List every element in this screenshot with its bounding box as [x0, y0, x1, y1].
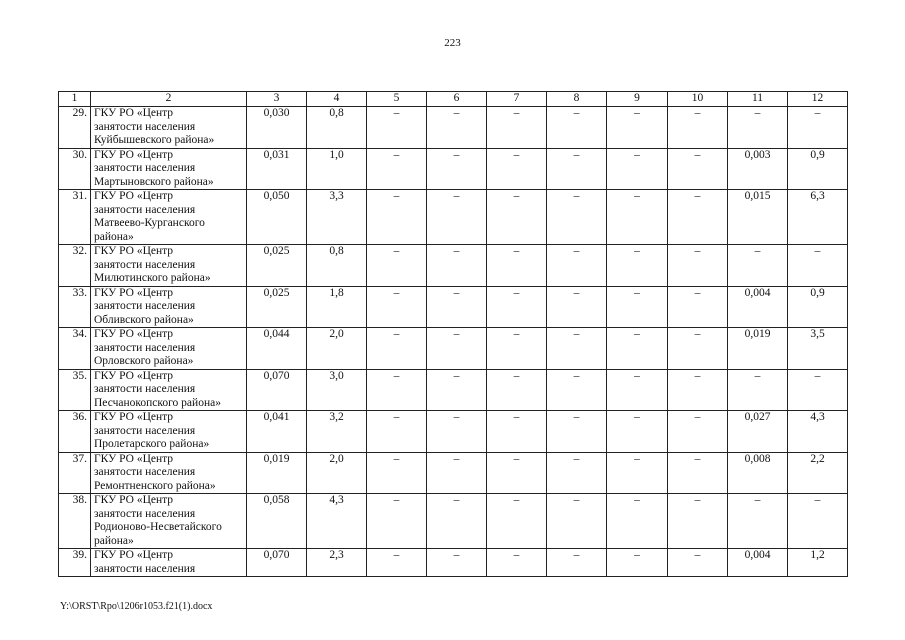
- organization-name-line: Родионово-Несветайского: [94, 521, 222, 533]
- value-cell: –: [487, 369, 547, 411]
- value-cell: 0,004: [728, 286, 788, 328]
- row-number: 35.: [59, 369, 91, 411]
- value-cell: –: [607, 411, 668, 453]
- value-cell: –: [487, 148, 547, 190]
- value-cell: –: [607, 190, 668, 245]
- organization-name: [91, 411, 247, 453]
- organization-name-line: Милютинского района»: [94, 272, 211, 284]
- value-cell: 0,9: [788, 148, 848, 190]
- value-cell: –: [668, 549, 728, 577]
- value-cell: –: [487, 411, 547, 453]
- value-cell: –: [547, 369, 607, 411]
- table-row: [59, 452, 848, 494]
- value-cell: –: [668, 494, 728, 549]
- value-cell: –: [487, 549, 547, 577]
- organization-name: [91, 452, 247, 494]
- organization-name-line: ГКУ РО «Центр: [94, 369, 174, 382]
- organization-name: [91, 190, 247, 245]
- value-cell: –: [607, 245, 668, 287]
- value-cell: 0,025: [247, 286, 307, 328]
- value-cell: –: [547, 148, 607, 190]
- row-number: 39.: [59, 549, 91, 577]
- value-cell: –: [427, 494, 487, 549]
- row-number: 31.: [59, 190, 91, 245]
- value-cell: –: [788, 107, 848, 149]
- value-cell: –: [607, 549, 668, 577]
- value-cell: –: [427, 148, 487, 190]
- value-cell: –: [547, 286, 607, 328]
- table-row: [59, 411, 848, 453]
- value-cell: 4,3: [788, 411, 848, 453]
- value-cell: –: [668, 452, 728, 494]
- table-row: [59, 286, 848, 328]
- value-cell: –: [668, 369, 728, 411]
- organization-name-line: Песчанокопского района»: [94, 396, 221, 409]
- value-cell: –: [427, 549, 487, 577]
- value-cell: 3,2: [307, 411, 367, 453]
- organization-name-line: занятости населения: [94, 162, 196, 174]
- value-cell: 6,3: [788, 190, 848, 245]
- value-cell: 3,3: [307, 190, 367, 245]
- value-cell: 0,027: [728, 411, 788, 453]
- page-number: 223: [444, 37, 461, 49]
- value-cell: 4,3: [307, 494, 367, 549]
- row-number: 38.: [59, 494, 91, 549]
- value-cell: –: [547, 411, 607, 453]
- table-row: [59, 549, 848, 577]
- value-cell: –: [607, 494, 668, 549]
- organization-name-line: занятости населения: [94, 383, 196, 395]
- value-cell: –: [788, 369, 848, 411]
- value-cell: 0,031: [247, 148, 307, 190]
- value-cell: 0,070: [247, 369, 307, 411]
- value-cell: 0,025: [247, 245, 307, 287]
- value-cell: –: [367, 148, 427, 190]
- value-cell: 2,3: [307, 549, 367, 577]
- organization-name-line: Матвеево-Курганского: [94, 217, 205, 229]
- value-cell: –: [607, 107, 668, 149]
- organization-name-line: занятости населения: [94, 507, 196, 520]
- value-cell: –: [427, 286, 487, 328]
- column-header: 4: [307, 92, 367, 107]
- value-cell: –: [367, 107, 427, 149]
- table-row: [59, 369, 848, 411]
- table-row: [59, 328, 848, 370]
- value-cell: –: [607, 286, 668, 328]
- organization-name-line: Ремонтненского района»: [94, 479, 216, 492]
- value-cell: –: [367, 328, 427, 370]
- organization-name-line: Обливского района»: [94, 313, 194, 326]
- organization-name-line: района»: [94, 230, 134, 243]
- value-cell: 0,9: [788, 286, 848, 328]
- value-cell: 0,008: [728, 452, 788, 494]
- row-number: 36.: [59, 411, 91, 453]
- organization-name-line: занятости населения: [94, 120, 196, 133]
- value-cell: –: [367, 245, 427, 287]
- column-header: 2: [91, 92, 247, 107]
- value-cell: 2,2: [788, 452, 848, 494]
- value-cell: –: [427, 107, 487, 149]
- row-number: 34.: [59, 328, 91, 370]
- value-cell: 0,070: [247, 549, 307, 577]
- value-cell: 0,8: [307, 245, 367, 287]
- row-number: 29.: [59, 107, 91, 149]
- value-cell: –: [547, 452, 607, 494]
- row-number: 37.: [59, 452, 91, 494]
- value-cell: –: [427, 411, 487, 453]
- organization-name-line: занятости населения: [94, 258, 196, 271]
- value-cell: –: [547, 549, 607, 577]
- organization-name: [91, 286, 247, 328]
- value-cell: 2,0: [307, 452, 367, 494]
- value-cell: –: [487, 190, 547, 245]
- organization-name-line: ГКУ РО «Центр: [94, 452, 174, 465]
- organization-name-line: занятости населения: [94, 341, 196, 354]
- organization-name: [91, 494, 247, 549]
- value-cell: –: [728, 245, 788, 287]
- row-number: 33.: [59, 286, 91, 328]
- value-cell: –: [547, 190, 607, 245]
- organization-name-line: ГКУ РО «Центр: [94, 549, 174, 561]
- value-cell: 0,003: [728, 148, 788, 190]
- value-cell: –: [367, 190, 427, 245]
- value-cell: –: [668, 286, 728, 328]
- value-cell: 1,8: [307, 286, 367, 328]
- table-body: [59, 107, 848, 577]
- value-cell: –: [427, 452, 487, 494]
- column-header: 11: [728, 92, 788, 107]
- value-cell: 3,5: [788, 328, 848, 370]
- organization-name-line: занятости населения: [94, 466, 196, 478]
- organization-name-line: ГКУ РО «Центр: [94, 245, 174, 257]
- organization-name: [91, 369, 247, 411]
- column-header: 3: [247, 92, 307, 107]
- value-cell: –: [728, 494, 788, 549]
- header-row: [59, 92, 848, 107]
- data-table: [58, 91, 848, 577]
- row-number: 30.: [59, 148, 91, 190]
- value-cell: 0,041: [247, 411, 307, 453]
- organization-name-line: Орловского района»: [94, 355, 194, 367]
- value-cell: –: [668, 245, 728, 287]
- value-cell: 1,2: [788, 549, 848, 577]
- value-cell: 0,019: [247, 452, 307, 494]
- value-cell: –: [607, 452, 668, 494]
- organization-name-line: ГКУ РО «Центр: [94, 107, 174, 119]
- organization-name: [91, 107, 247, 149]
- column-header: 12: [788, 92, 848, 107]
- value-cell: 2,0: [307, 328, 367, 370]
- value-cell: –: [487, 286, 547, 328]
- organization-name: [91, 148, 247, 190]
- organization-name: [91, 549, 247, 577]
- value-cell: –: [427, 245, 487, 287]
- value-cell: –: [367, 369, 427, 411]
- value-cell: 0,004: [728, 549, 788, 577]
- value-cell: –: [668, 190, 728, 245]
- row-number: 32.: [59, 245, 91, 287]
- column-header: 10: [668, 92, 728, 107]
- value-cell: –: [607, 369, 668, 411]
- organization-name-line: ГКУ РО «Центр: [94, 328, 174, 340]
- organization-name-line: занятости населения: [94, 300, 196, 312]
- value-cell: 0,8: [307, 107, 367, 149]
- value-cell: –: [367, 411, 427, 453]
- value-cell: –: [728, 107, 788, 149]
- organization-name-line: ГКУ РО «Центр: [94, 148, 174, 161]
- value-cell: –: [668, 107, 728, 149]
- organization-name-line: ГКУ РО «Центр: [94, 411, 174, 423]
- column-header: 8: [547, 92, 607, 107]
- value-cell: –: [547, 245, 607, 287]
- value-cell: 3,0: [307, 369, 367, 411]
- organization-name: [91, 328, 247, 370]
- organization-name: [91, 245, 247, 287]
- organization-name-line: занятости населения: [94, 562, 196, 575]
- organization-name-line: Пролетарского района»: [94, 438, 210, 450]
- value-cell: –: [547, 107, 607, 149]
- value-cell: –: [367, 452, 427, 494]
- value-cell: 0,050: [247, 190, 307, 245]
- value-cell: –: [607, 148, 668, 190]
- value-cell: 1,0: [307, 148, 367, 190]
- value-cell: –: [367, 286, 427, 328]
- column-header: 5: [367, 92, 427, 107]
- column-header: 9: [607, 92, 668, 107]
- value-cell: –: [668, 411, 728, 453]
- value-cell: –: [547, 494, 607, 549]
- value-cell: –: [668, 148, 728, 190]
- table-row: [59, 190, 848, 245]
- table-row: [59, 107, 848, 149]
- organization-name-line: занятости населения: [94, 424, 196, 437]
- value-cell: –: [788, 245, 848, 287]
- value-cell: –: [427, 369, 487, 411]
- file-path-footer: Y:\ORST\Rpo\1206r1053.f21(1).docx: [60, 601, 213, 612]
- value-cell: 0,058: [247, 494, 307, 549]
- table-row: [59, 494, 848, 549]
- column-header: 7: [487, 92, 547, 107]
- value-cell: –: [487, 494, 547, 549]
- value-cell: –: [487, 107, 547, 149]
- value-cell: –: [427, 328, 487, 370]
- value-cell: 0,015: [728, 190, 788, 245]
- value-cell: 0,019: [728, 328, 788, 370]
- value-cell: –: [607, 328, 668, 370]
- organization-name-line: занятости населения: [94, 203, 196, 216]
- organization-name-line: ГКУ РО «Центр: [94, 190, 174, 202]
- value-cell: –: [367, 494, 427, 549]
- value-cell: –: [487, 245, 547, 287]
- value-cell: –: [367, 549, 427, 577]
- column-header: 1: [59, 92, 91, 107]
- table-row: [59, 148, 848, 190]
- value-cell: –: [427, 190, 487, 245]
- organization-name-line: района»: [94, 534, 134, 547]
- value-cell: –: [668, 328, 728, 370]
- organization-name-line: Куйбышевского района»: [94, 134, 215, 146]
- value-cell: –: [788, 494, 848, 549]
- value-cell: –: [487, 452, 547, 494]
- value-cell: 0,030: [247, 107, 307, 149]
- table-row: [59, 245, 848, 287]
- value-cell: –: [487, 328, 547, 370]
- value-cell: –: [547, 328, 607, 370]
- value-cell: 0,044: [247, 328, 307, 370]
- value-cell: –: [728, 369, 788, 411]
- organization-name-line: Мартыновского района»: [94, 175, 214, 188]
- organization-name-line: ГКУ РО «Центр: [94, 494, 174, 506]
- column-header: 6: [427, 92, 487, 107]
- organization-name-line: ГКУ РО «Центр: [94, 286, 174, 299]
